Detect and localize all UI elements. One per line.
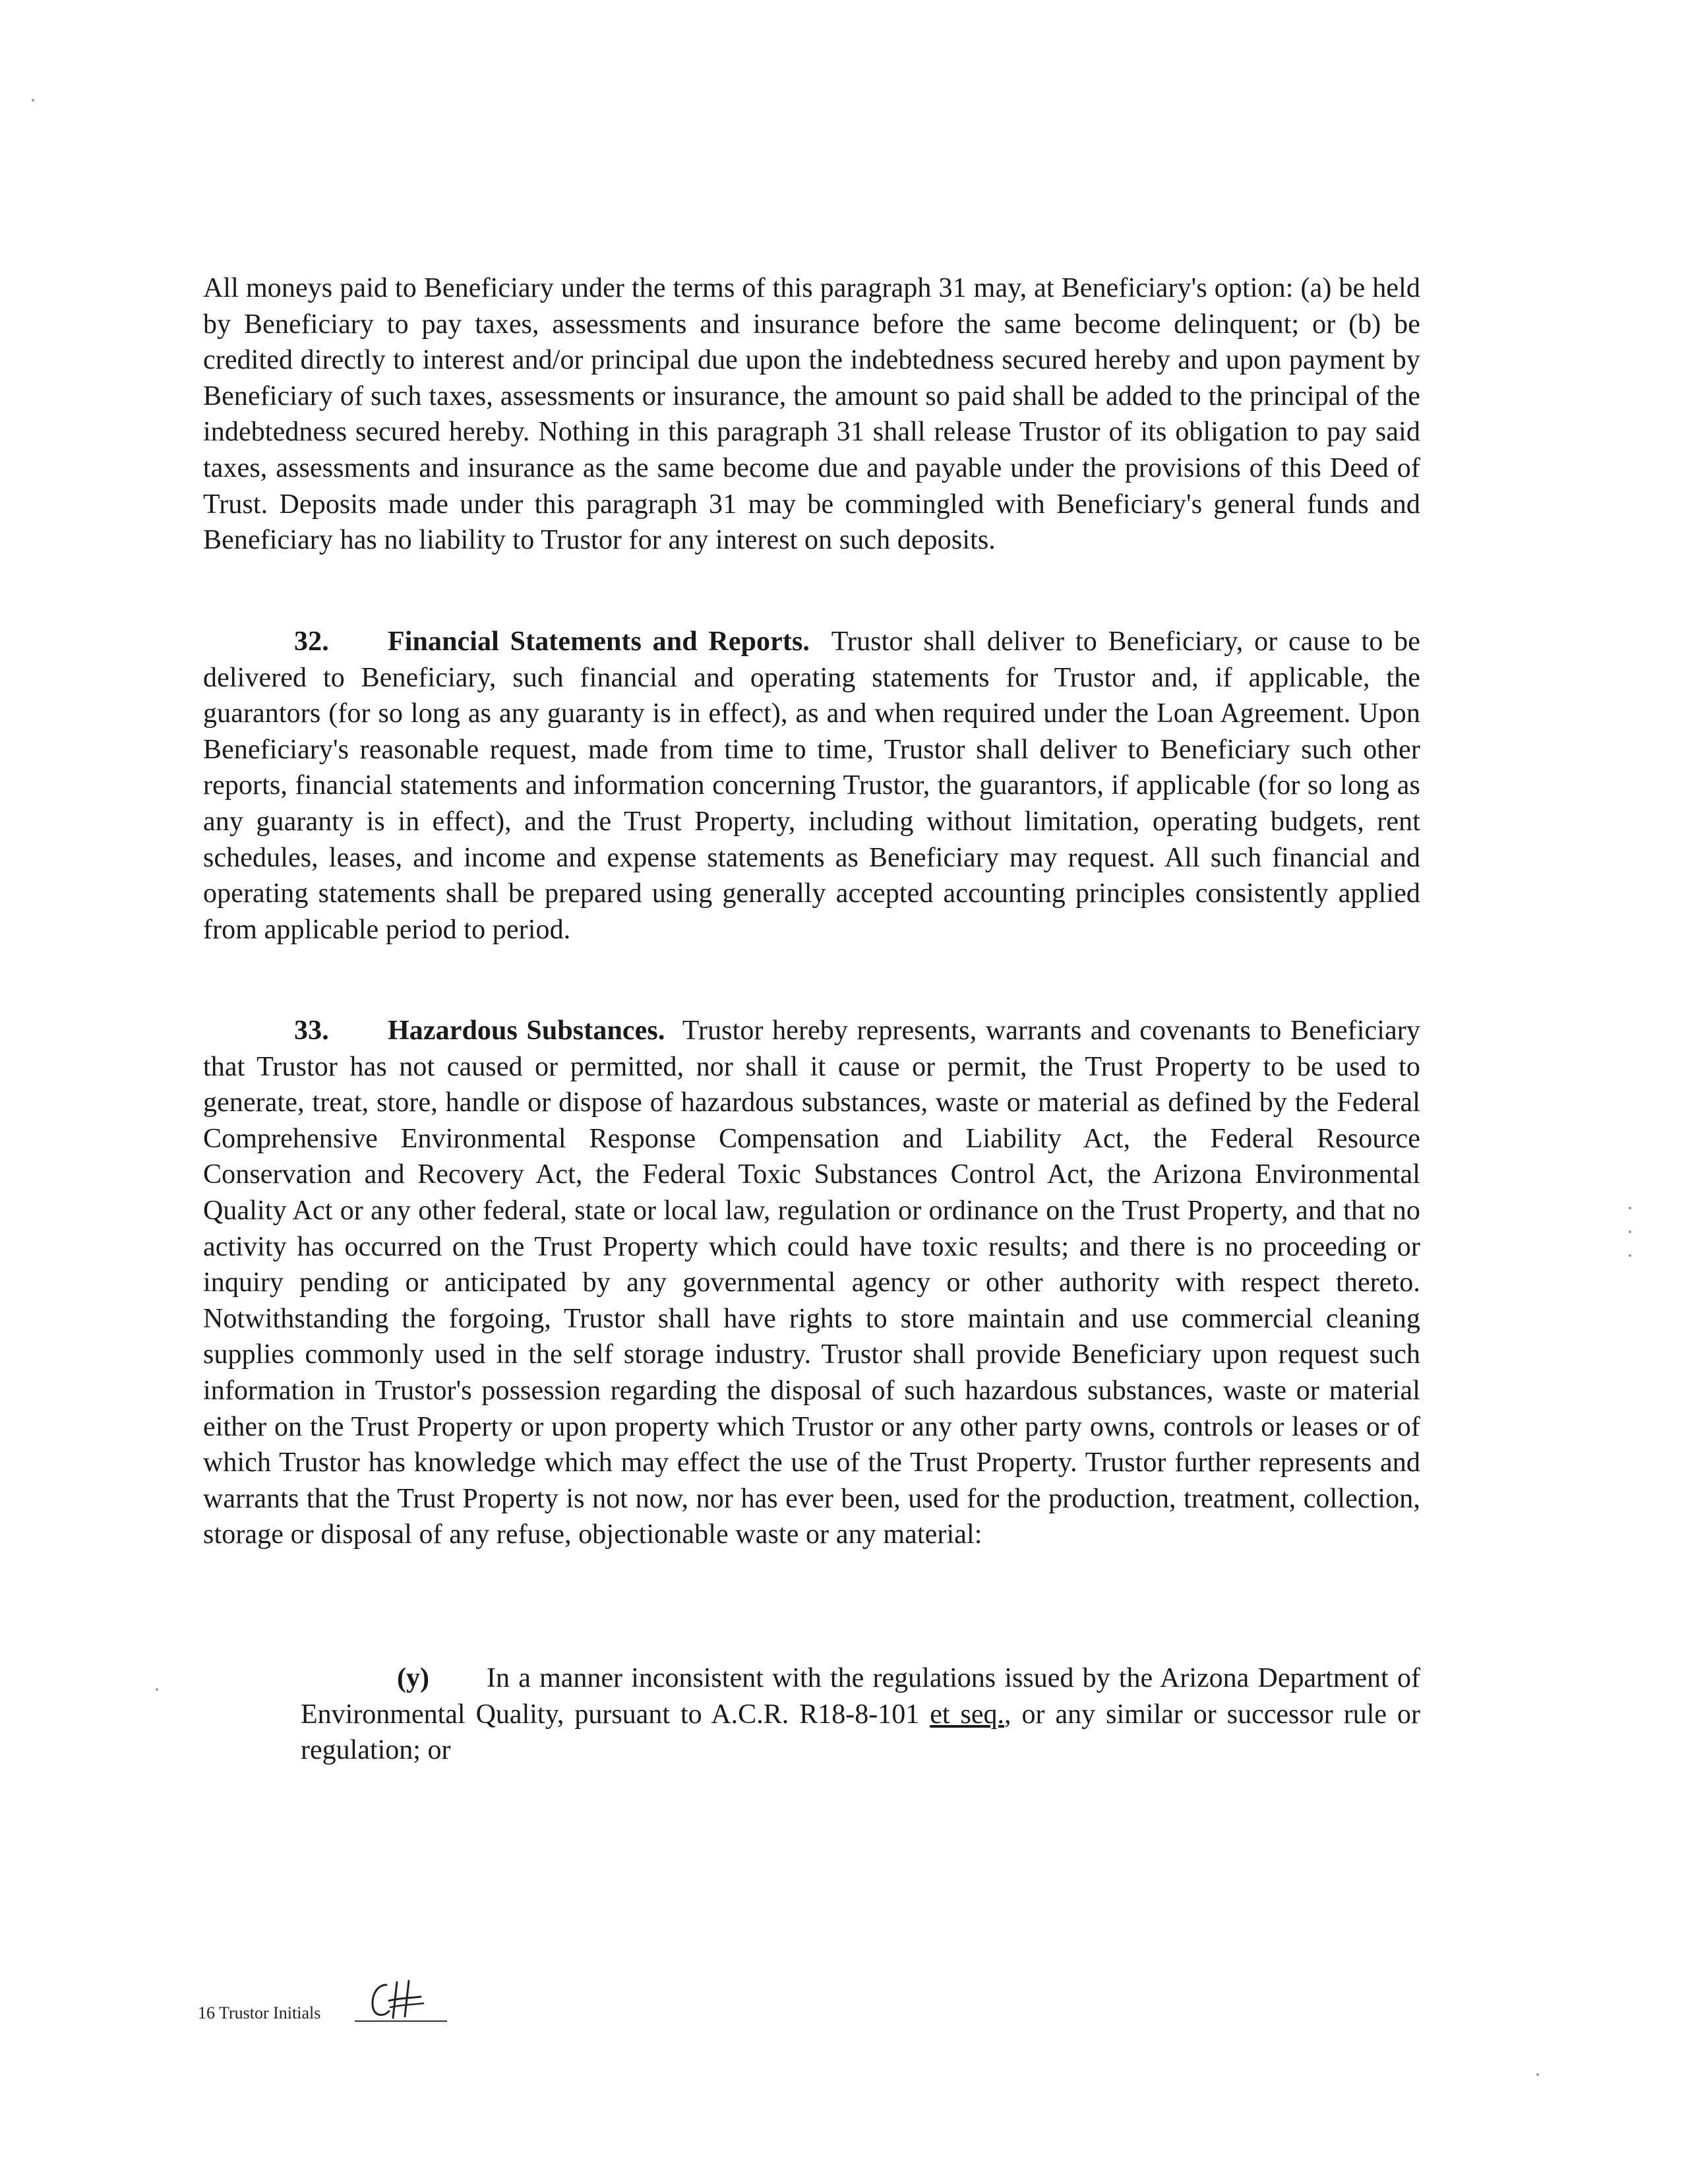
section-32-text: Trustor shall deliver to Beneficiary, or cause to be delivered to Beneficiary, such financial and operating statements for Trustor and, if applicable, the guarantors (for so long as any guaranty is in effect), as and when required under the Loan Agreement. Upon Beneficiary's reasonable request, made from time to time, Trustor shall deliver to Beneficiary such other reports, financial statements and information concerning Trustor, the guarantors, if applicable (for so long as any guaranty is in effect), and the Trust Property, including without limitation, operating budgets, rent schedules, leases, and income and expense statements as Beneficiary may request. All such financial and operating statements shall be prepared using generally accepted accounting principles consistently applied from applicable period to period. (203, 626, 1420, 945)
section-33-subsection-y (301, 1660, 1420, 1769)
scan-speck (1629, 1207, 1631, 1209)
section-32 (203, 624, 1420, 948)
scan-speck (1629, 1230, 1631, 1233)
scan-speck (1536, 2073, 1539, 2076)
trustor-initials-label: Trustor Initials (219, 2003, 321, 2022)
paragraph-31-continuation: All moneys paid to Beneficiary under the terms of this paragraph 31 may, at Beneficiary's option: (a) be held by Beneficiary to pay taxes, assessments and insurance before the same become delinquent; or (b) be credited directly to interest and/or principal due upon the indebtedness secured hereby and upon payment by Beneficiary of such taxes, assessments or insurance, the amount so paid shall be added to the principal of the indebtedness secured hereby. Nothing in this paragraph 31 shall release Trustor of its obligation to pay said taxes, assessments and insurance as the same become due and payable under the provisions of this Deed of Trust. Deposits made under this paragraph 31 may be commingled with Beneficiary's general funds and Beneficiary has no liability to Trustor for any interest on such deposits. (203, 273, 1420, 556)
subsection-y-text-before: In a manner inconsistent with the regulations issued by the Arizona Department of Environmental Quality, pursuant to A.C.R. R18-8-101 (301, 1663, 1420, 1730)
section-32-heading: Financial Statements and Reports. (388, 626, 810, 657)
subsection-y-et-seq: et seq. (930, 1699, 1004, 1730)
section-33-number: 33. (294, 1016, 329, 1046)
handwritten-initials-signature (367, 1978, 439, 2022)
scan-speck (156, 1688, 158, 1691)
subsection-y-label: (y) (397, 1663, 429, 1693)
section-33-text: Trustor hereby represents, warrants and covenants to Beneficiary that Trustor has not caused or permitted, nor shall it cause or permit, the Trust Property to be used to generate, treat, store, handle or dispose of hazardous substances, waste or material as defined by the Federal Comprehensive Environmental Response Compensation and Liability Act, the Federal Resource Conservation and Recovery Act, the Federal Toxic Substances Control Act, the Arizona Environmental Quality Act or any other federal, state or local law, regulation or ordinance on the Trust Property, and that no activity has occurred on the Trust Property which could have toxic results; and there is no proceeding or inquiry pending or anticipated by any governmental agency or other authority with respect thereto. Notwithstanding the forgoing, Trustor shall have rights to store maintain and use commercial cleaning supplies commonly used in the self storage industry. Trustor shall provide Beneficiary upon request such information in Trustor's possession regarding the disposal of such hazardous substances, waste or material either on the Trust Property or upon property which Trustor or any other party owns, controls or leases or of which Trustor has knowledge which may effect the use of the Trust Property. Trustor further represents and warrants that the Trust Property is not now, nor has ever been, used for the production, treatment, collection, storage or disposal of any refuse, objectionable waste or any material: (203, 1016, 1420, 1550)
section-33 (203, 1013, 1420, 1553)
section-32-number: 32. (294, 626, 329, 657)
scan-speck (32, 99, 34, 102)
subsection-y-text-after: , or any similar or successor rule or regulation; or (301, 1699, 1420, 1766)
scan-speck (1629, 1254, 1631, 1257)
page-number: 16 (198, 2003, 215, 2022)
section-33-heading: Hazardous Substances. (388, 1016, 665, 1046)
